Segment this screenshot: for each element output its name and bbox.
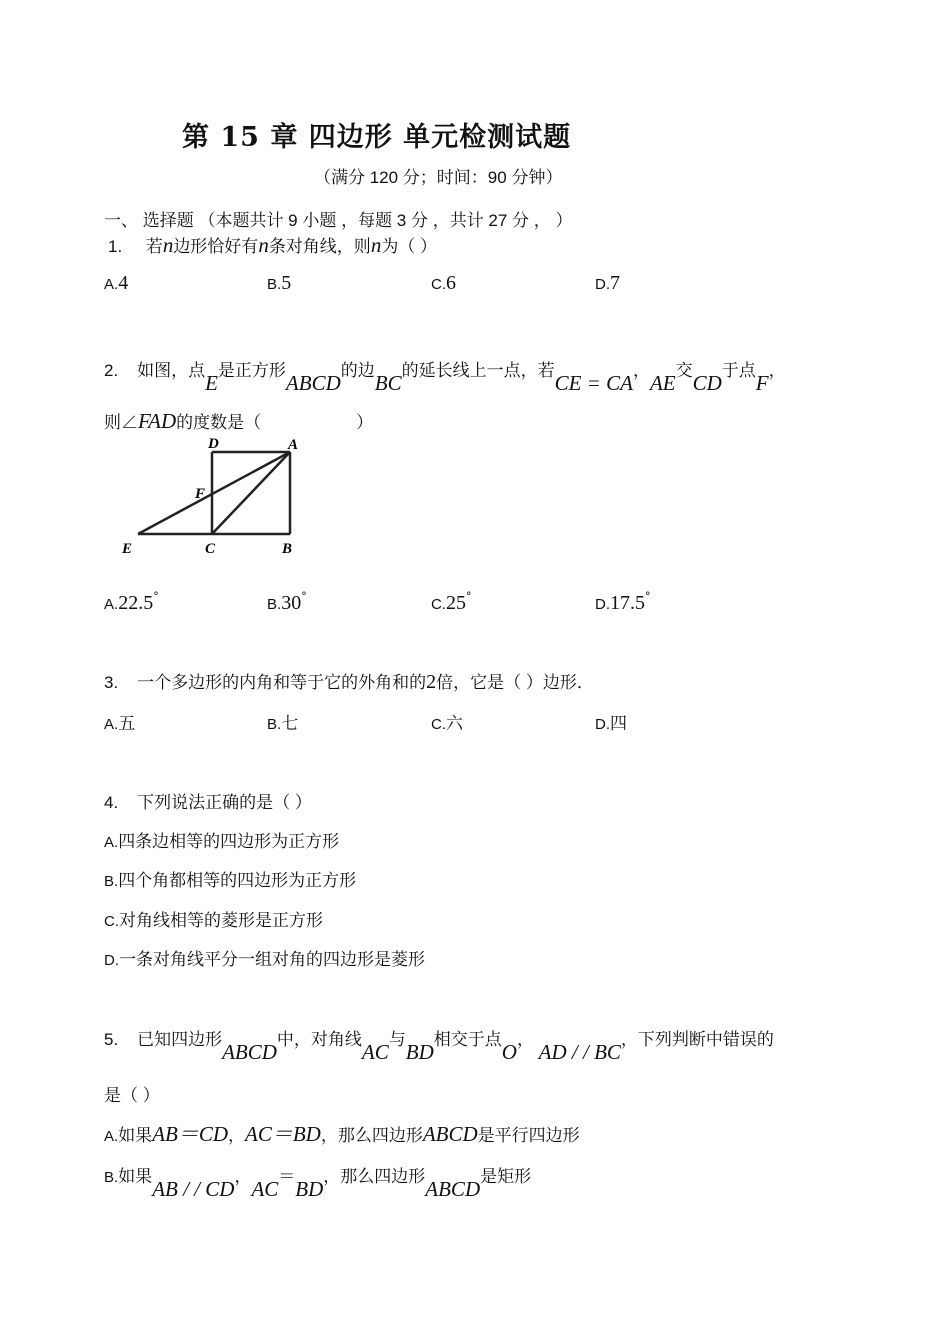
question-number: 3. bbox=[104, 673, 119, 692]
option-c[interactable]: C.25° bbox=[431, 590, 472, 614]
label-d: D bbox=[208, 436, 219, 452]
question-number: 2. bbox=[104, 361, 119, 380]
option-b[interactable]: B.30° bbox=[267, 590, 307, 614]
section-heading: 一、 选择题 （本题共计 9 小题 ，每题 3 分 ，共计 27 分 ， ） bbox=[104, 211, 573, 230]
question-1: 1. 若n边形恰好有n条对角线，则n为（ ） bbox=[108, 233, 438, 257]
geometry-figure bbox=[112, 436, 304, 564]
option-c[interactable]: C.六 bbox=[431, 714, 463, 733]
question-5-line2: 是（ ） bbox=[104, 1086, 160, 1105]
label-a: A bbox=[288, 437, 299, 453]
question-number: 4. bbox=[104, 793, 119, 812]
label-f: F bbox=[195, 486, 206, 502]
question-4: 4. 下列说法正确的是（ ） bbox=[104, 793, 312, 812]
option-b[interactable]: B.如果AB / / CD，AC＝BD，那么四边形ABCD是矩形 bbox=[104, 1167, 532, 1201]
option-d[interactable]: D.一条对角线平分一组对角的四边形是菱形 bbox=[104, 950, 425, 969]
label-b: B bbox=[282, 541, 293, 557]
question-number: 1. bbox=[108, 237, 123, 256]
option-a[interactable]: A.4 bbox=[104, 272, 129, 294]
math-var: n bbox=[258, 233, 269, 257]
page-subtitle: （满分 120 分；时间：90 分钟） bbox=[314, 168, 563, 187]
edge-ca bbox=[212, 452, 290, 534]
math-var: n bbox=[370, 233, 382, 257]
edge-ea bbox=[138, 452, 290, 534]
question-2-line2: 则∠FAD的度数是（ ） bbox=[104, 409, 374, 433]
option-c[interactable]: C.对角线相等的菱形是正方形 bbox=[104, 911, 323, 930]
question-number: 5. bbox=[104, 1030, 119, 1049]
option-d[interactable]: D.17.5° bbox=[595, 590, 651, 614]
option-b[interactable]: B.5 bbox=[267, 272, 292, 294]
label-c: C bbox=[205, 541, 216, 557]
option-a[interactable]: A.如果AB＝CD，AC＝BD，那么四边形ABCD是平行四边形 bbox=[104, 1122, 580, 1146]
option-b[interactable]: B.七 bbox=[267, 714, 299, 733]
question-3: 3. 一个多边形的内角和等于它的外角和的2倍，它是（ ）边形． bbox=[104, 671, 594, 693]
option-a[interactable]: A.22.5° bbox=[104, 590, 159, 614]
option-d[interactable]: D.7 bbox=[595, 272, 620, 294]
math-var: n bbox=[162, 233, 174, 257]
option-c[interactable]: C.6 bbox=[431, 272, 456, 294]
option-d[interactable]: D.四 bbox=[595, 714, 627, 733]
option-a[interactable]: A.四条边相等的四边形为正方形 bbox=[104, 832, 340, 851]
label-e: E bbox=[122, 541, 133, 557]
option-b[interactable]: B.四个角都相等的四边形为正方形 bbox=[104, 871, 357, 890]
option-a[interactable]: A.五 bbox=[104, 714, 136, 733]
question-5: 5. 已知四边形ABCD中，对角线AC与BD相交于点O， AD / / BC，下列判断中错误的 bbox=[104, 1030, 774, 1064]
question-2: 2. 如图，点E是正方形ABCD的边BC的延长线上一点，若CE = CA，AE交CD于点F， bbox=[104, 361, 786, 395]
page-title: 第 15 章 四边形 单元检测试题 bbox=[182, 122, 572, 153]
